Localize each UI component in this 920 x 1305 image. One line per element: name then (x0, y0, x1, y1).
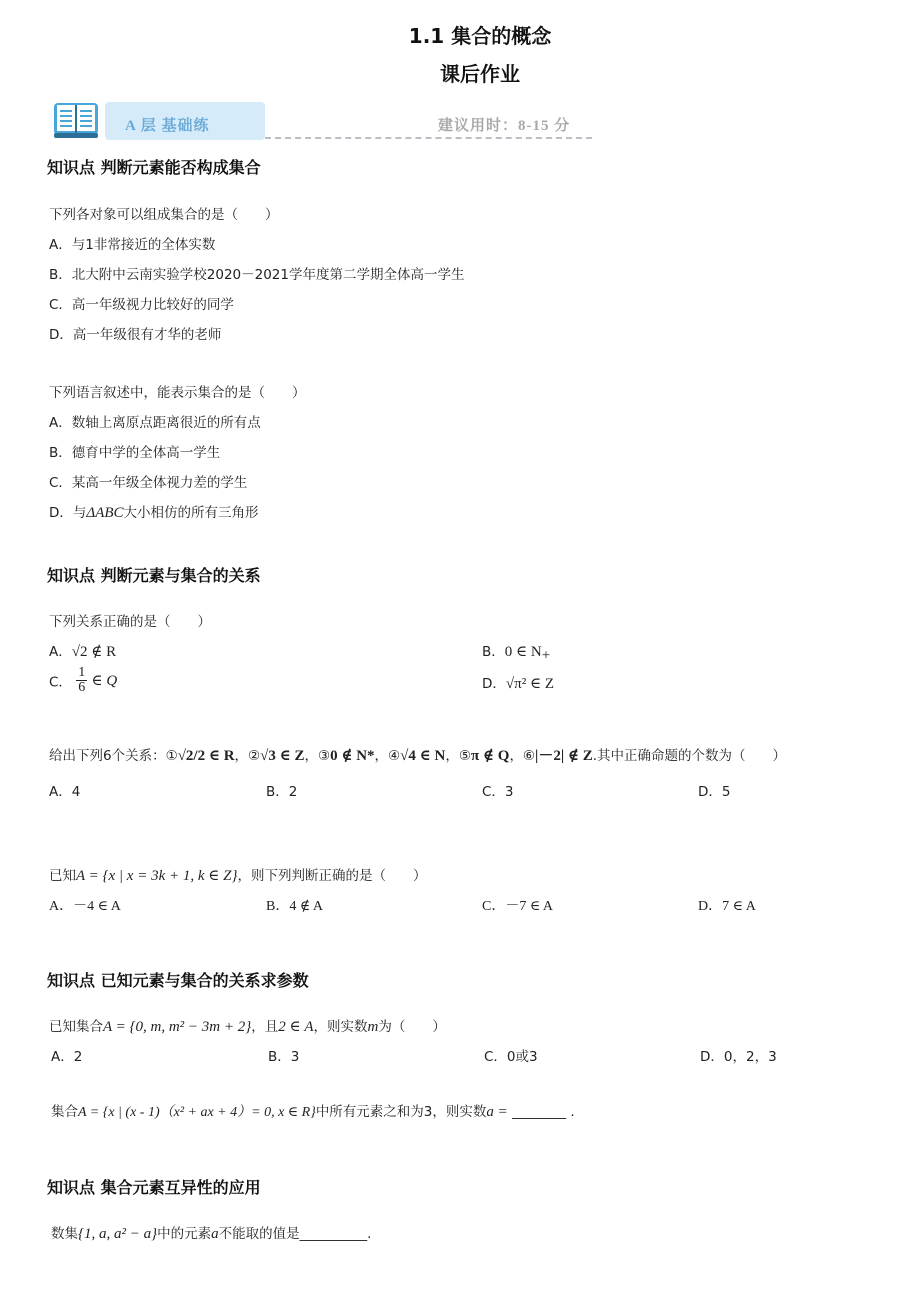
question-stem: 下列各对象可以组成集合的是（ ） (49, 207, 279, 223)
relation-6: |－2| ∉ Z (535, 748, 593, 764)
question-stem (49, 744, 786, 765)
option-a (49, 640, 116, 661)
stem-mid: ，且 (251, 1019, 279, 1035)
relation-4-marker: ，④ (374, 748, 401, 764)
option-b-math: 0 ∈ N (504, 644, 542, 660)
header-divider (265, 137, 592, 139)
option-d: D．高一年级很有才华的老师 (49, 327, 222, 343)
option-c: C．0或3 (484, 1049, 538, 1065)
stem-mid: 中所有元素之和为3，则实数 (315, 1104, 487, 1120)
option-d-math: √π² ∈ Z (505, 676, 554, 692)
section-title: 知识点 判断元素能否构成集合 (47, 158, 261, 177)
stem-math: A = {x | (x - 1)（x² + ax + 4）= 0, x ∈ R} (78, 1105, 316, 1120)
relation-1-marker: ① (165, 748, 178, 764)
question-stem: 下列关系正确的是（ ） (49, 614, 211, 630)
stem-mid: 中的元素 (157, 1226, 212, 1242)
stem-suffix: .其中正确命题的个数为（ ） (592, 748, 787, 764)
stem-var: a = (486, 1104, 508, 1120)
stem-suffix: ，则下列判断正确的是（ ） (237, 868, 427, 884)
option-d-prefix: D．与 (49, 505, 87, 521)
stem-prefix: 已知 (49, 868, 76, 884)
stem-prefix: 数集 (51, 1226, 78, 1242)
stem-prefix: 给出下列6个关系： (49, 748, 166, 764)
relation-2: √3 ∈ Z (260, 748, 305, 764)
question-stem (49, 864, 426, 885)
answer-blank[interactable]: ________ (512, 1104, 567, 1120)
option-d (482, 672, 554, 693)
stem-mid-2: ，则实数 (313, 1019, 368, 1035)
option-a: A．与1非常接近的全体实数 (49, 237, 216, 253)
time-label: 建议用时：8-15 分 (438, 118, 571, 134)
option-d-label: D． (482, 676, 506, 692)
stem-math: A = {0, m, m² − 3m + 2} (103, 1019, 252, 1035)
option-b: B．3 (268, 1049, 300, 1065)
fraction-numerator: 1 (78, 665, 86, 680)
option-c: C．某高一年级全体视力差的学生 (49, 475, 248, 491)
option-a-math: √2 ∉ R (71, 644, 117, 660)
option-b-subscript: + (541, 647, 551, 664)
page-subtitle: 课后作业 (440, 62, 520, 86)
section-title: 知识点 判断元素与集合的关系 (47, 566, 261, 585)
stem-end: . (367, 1226, 372, 1242)
relation-4: √4 ∈ N (400, 748, 446, 764)
option-c: C．3 (482, 784, 514, 800)
relation-5: π ∉ Q (470, 748, 510, 764)
stem-var: m (367, 1019, 379, 1035)
open-book-icon (52, 99, 100, 141)
relation-6-marker: ，⑥ (509, 748, 536, 764)
stem-suffix: 为（ ） (378, 1019, 446, 1035)
question-stem: 下列语言叙述中，能表示集合的是（ ） (49, 385, 306, 401)
stem-math: {1, a, a² − a} (78, 1226, 158, 1242)
option-c: C．－7 ∈ A (482, 899, 554, 914)
option-c-label: C． (49, 674, 72, 691)
relation-3-marker: ，③ (304, 748, 331, 764)
page-title: 1.1 集合的概念 (408, 24, 552, 48)
answer-blank[interactable]: __________ (299, 1226, 368, 1242)
option-c-math: ∈ Q (91, 673, 118, 689)
stem-math-2: 2 ∈ A (278, 1019, 314, 1035)
stem-suffix: 不能取的值是 (218, 1226, 300, 1242)
option-b: B．德育中学的全体高一学生 (49, 445, 221, 461)
option-a: A．数轴上离原点距离很近的所有点 (49, 415, 261, 431)
option-c: C．高一年级视力比较好的同学 (49, 297, 234, 313)
option-d: D．0，2，3 (700, 1049, 777, 1065)
option-b: B．4 ∉ A (266, 899, 324, 914)
option-d-suffix: 大小相仿的所有三角形 (123, 505, 259, 521)
question-stem (49, 1015, 446, 1036)
question-stem (51, 1100, 575, 1121)
stem-prefix: 集合 (51, 1104, 78, 1120)
question-stem (51, 1222, 371, 1243)
option-a: A．4 (49, 784, 81, 800)
section-title: 知识点 集合元素互异性的应用 (47, 1178, 261, 1197)
option-d: D．7 ∈ A (698, 899, 756, 914)
stem-var: a (211, 1226, 219, 1242)
option-a: A．2 (51, 1049, 83, 1065)
stem-math: A = {x | x = 3k + 1, k ∈ Z} (76, 868, 238, 884)
option-a: A．－4 ∈ A (49, 899, 121, 914)
section-title: 知识点 已知元素与集合的关系求参数 (47, 971, 309, 990)
stem-end: . (570, 1104, 575, 1120)
option-b-label: B． (482, 644, 505, 660)
relation-1: √2/2 ∈ R (177, 748, 235, 764)
level-label: A 层 基础练 (125, 118, 210, 134)
option-d: D．5 (698, 784, 731, 800)
option-b: B．2 (266, 784, 298, 800)
relation-3: 0 ∉ N* (330, 748, 375, 764)
option-b: B．北大附中云南实验学校2020－2021学年度第二学期全体高一学生 (49, 267, 465, 283)
fraction-denominator: 6 (78, 680, 86, 695)
option-c (49, 666, 117, 695)
triangle-math: ΔABC (86, 505, 124, 521)
stem-prefix: 已知集合 (49, 1019, 103, 1035)
relation-2-marker: ，② (234, 748, 261, 764)
relation-5-marker: ，⑤ (445, 748, 471, 764)
option-a-label: A． (49, 644, 72, 660)
option-b (482, 640, 550, 665)
option-d (49, 501, 259, 522)
